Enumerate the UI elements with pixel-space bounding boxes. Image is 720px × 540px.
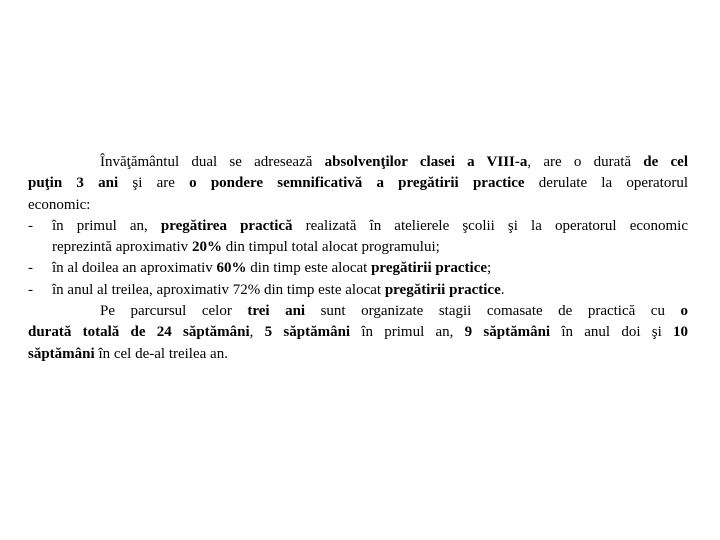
bold-text-run: o xyxy=(680,303,688,320)
bold-text-run: 9 săptămâni xyxy=(464,324,551,341)
paragraph-1-line-1 xyxy=(28,152,688,173)
text-run: în primul an, xyxy=(350,324,465,341)
bold-text-run: trei ani xyxy=(247,303,306,320)
bold-text-run: pregătirea practică xyxy=(160,217,293,234)
bold-text-run: durată totală de 24 săptămâni xyxy=(28,324,250,341)
text-run: , xyxy=(249,324,265,341)
bold-text-run: 20% xyxy=(191,239,222,256)
bold-text-run: de cel xyxy=(643,154,688,170)
bold-text-run: 5 săptămâni xyxy=(264,324,351,341)
paragraph-1-line-2 xyxy=(28,173,688,194)
text-run: în anul al treilea, aproximativ 72% din timp este alocat xyxy=(52,281,385,298)
text-run: . xyxy=(500,281,505,298)
text-run: Învăţământul dual se adresează xyxy=(100,154,325,170)
list-item-2 xyxy=(28,258,688,279)
list-dash: - xyxy=(28,281,33,298)
paragraph-2-line-3 xyxy=(28,344,688,365)
text-run: sunt organizate stagii comasate de practică cu xyxy=(305,303,681,320)
text-run: ; xyxy=(487,260,492,277)
text-run: în al doilea an aproximativ xyxy=(52,260,217,277)
text-run: Pe parcursul celor xyxy=(100,303,248,320)
paragraph-2-line-1 xyxy=(28,301,688,322)
bold-text-run: o pondere semnificativă a pregătirii practice xyxy=(189,175,525,192)
list-dash: - xyxy=(28,217,33,234)
text-run: realizată în atelierele şcolii şi la operatorul economic xyxy=(292,217,689,234)
text-run: în anul doi şi xyxy=(550,324,674,341)
text-run: în primul an, xyxy=(52,217,161,234)
list-item-3 xyxy=(28,280,688,301)
list-item-1-line-2 xyxy=(28,237,688,258)
bold-text-run: pregătirii practice xyxy=(384,281,501,298)
list-dash: - xyxy=(28,260,33,277)
bold-text-run: absolvenţilor clasei a VIII-a xyxy=(324,154,528,170)
text-run: şi are xyxy=(118,175,190,192)
text-run: derulate la operatorul xyxy=(524,175,688,192)
text-run: , are o durată xyxy=(527,154,644,170)
text-run: din timpul total alocat programului; xyxy=(221,239,440,256)
text-run: reprezintă aproximativ xyxy=(52,239,192,256)
bold-text-run: puţin 3 ani xyxy=(28,175,119,192)
list-item-1-line-1 xyxy=(28,216,688,237)
document-body xyxy=(28,152,688,365)
bold-text-run: 60% xyxy=(216,260,247,277)
paragraph-2-line-2 xyxy=(28,322,688,343)
text-run: în cel de-al treilea an. xyxy=(94,345,228,362)
paragraph-1-line-3: economic: xyxy=(28,196,91,213)
bold-text-run: pregătirii practice xyxy=(371,260,488,277)
bold-text-run: 10 xyxy=(673,324,689,341)
text-run: din timp este alocat xyxy=(246,260,372,277)
bold-text-run: săptămâni xyxy=(28,345,95,362)
